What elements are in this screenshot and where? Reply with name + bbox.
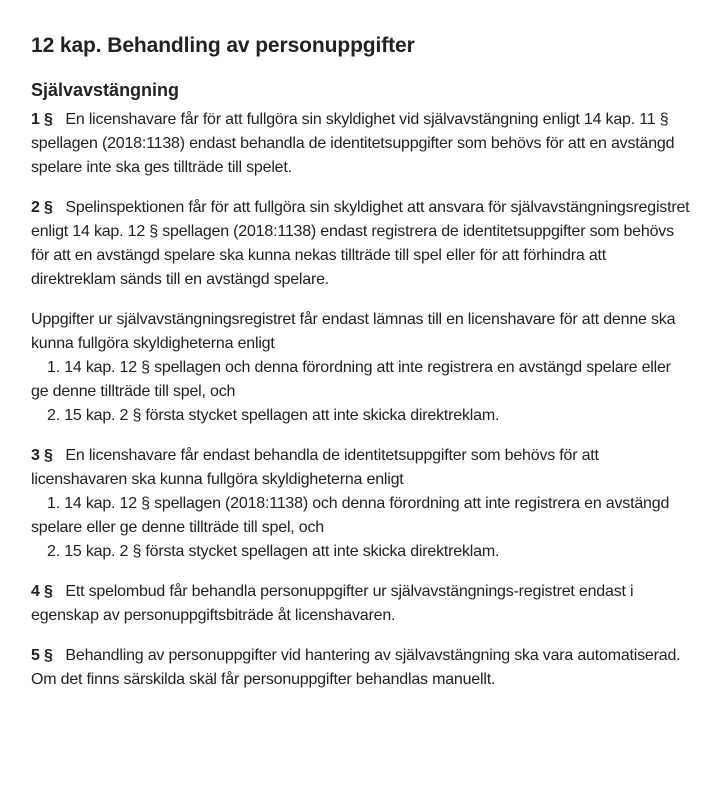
paragraph-2 — [31, 196, 690, 292]
paragraph-number: 4 § — [31, 583, 53, 600]
section-heading: Självavstängning — [31, 80, 180, 100]
list-item: 2. 15 kap. 2 § första stycket spellagen att inte skicka direktreklam. — [47, 543, 500, 560]
list-item: 1. 14 kap. 12 § spellagen och denna förordning att inte registrera en avstängd spelare eller ge denne tillträde till spel, och — [31, 359, 671, 400]
list-item: 2. 15 kap. 2 § första stycket spellagen att inte skicka direktreklam. — [47, 407, 500, 424]
paragraph-number: 3 § — [31, 447, 53, 464]
paragraph-number: 1 § — [31, 111, 53, 128]
paragraph-3 — [31, 444, 690, 492]
paragraph-text: En licenshavare får för att fullgöra sin skyldighet vid självavstängning enligt 14 kap. 11 § spellagen (2018:1138) endast behandla de identitetsuppgifter som behövs för att en avstängd spelare inte ska ges tillträde till spelet. — [31, 111, 675, 176]
paragraph-text: Spelinspektionen får för att fullgöra sin skyldighet att ansvara för självavstängningsregistret enligt 14 kap. 12 § spellagen (2018:1138) endast registrera de identitetsuppgifter som behövs för att en avstängd spelare ska kunna nekas tillträde till spel eller för att förhindra att direktreklam sänds till en avstängd spelare. — [31, 199, 690, 288]
paragraph-text: En licenshavare får endast behandla de identitetsuppgifter som behövs för att licenshavaren ska kunna fullgöra skyldigheterna enligt — [31, 447, 599, 488]
paragraph-text: Uppgifter ur självavstängningsregistret får endast lämnas till en licenshavare för att denne ska kunna fullgöra skyldigheterna enligt — [31, 311, 676, 352]
paragraph-text: Behandling av personuppgifter vid hantering av självavstängning ska vara automatiserad. Om det finns särskilda skäl får personuppgifter behandlas manuellt. — [31, 647, 681, 688]
paragraph-number: 2 § — [31, 199, 53, 216]
paragraph-5 — [31, 644, 690, 692]
chapter-title: 12 kap. Behandling av personuppgifter — [31, 34, 415, 57]
paragraph-number: 5 § — [31, 647, 53, 664]
paragraph-4 — [31, 580, 690, 628]
list-item: 1. 14 kap. 12 § spellagen (2018:1138) och denna förordning att inte registrera en avstängd spelare eller ge denne tillträde till spel, och — [31, 495, 670, 536]
paragraph-text: Ett spelombud får behandla personuppgifter ur självavstängnings-registret endast i egenskap av personuppgiftsbiträde åt licenshavaren. — [31, 583, 634, 624]
paragraph-1 — [31, 108, 690, 180]
paragraph-2-continued — [31, 308, 690, 356]
